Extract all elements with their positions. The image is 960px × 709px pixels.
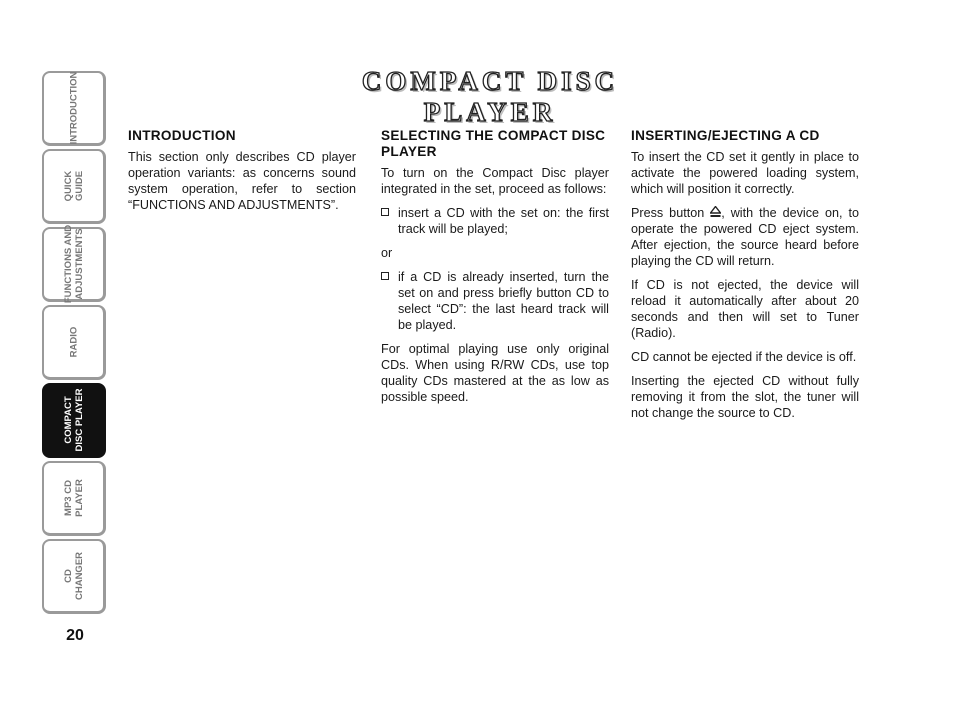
tab-quick-guide[interactable] <box>42 149 106 224</box>
tab-label: CD CHANGER <box>62 551 85 601</box>
tab-mp3-cd-player[interactable] <box>42 461 106 536</box>
checkbox-bullet-icon <box>381 272 389 280</box>
tab-label: QUICK GUIDE <box>62 170 85 202</box>
introduction-text: This section only describes CD player operation variants: as concerns sound system operation, refer to section “FUNCTIONS AND ADJUSTMENTS”. <box>128 150 356 212</box>
inserting-p1: To insert the CD set it gently in place to activate the powered loading system, which will position it correctly. <box>631 150 859 196</box>
tab-radio[interactable] <box>42 305 106 380</box>
page-number: 20 <box>66 627 84 644</box>
introduction-column <box>128 128 356 221</box>
tab-label: INTRODUCTION <box>68 71 79 145</box>
bullet-text: if a CD is already inserted, turn the set on and press briefly button CD to select “CD”: the last heard track will be played. <box>398 270 609 332</box>
tab-compact-disc-player[interactable] <box>42 383 106 458</box>
tab-label: RADIO <box>68 326 79 358</box>
tab-functions-and-adjustments[interactable] <box>42 224 106 304</box>
inserting-p3: If CD is not ejected, the device will reload it automatically after about 20 seconds and then will set to Tuner (Radio). <box>631 278 859 340</box>
checkbox-bullet-icon <box>381 208 389 216</box>
or-text: or <box>381 246 393 260</box>
inserting-p4: CD cannot be ejected if the device is off. <box>631 350 857 364</box>
list-item <box>381 269 609 333</box>
inserting-p5: Inserting the ejected CD without fully removing it from the slot, the tuner will not change the source to CD. <box>631 374 859 420</box>
inserting-p2-start: Press button <box>631 206 711 220</box>
inserting-column <box>631 128 859 429</box>
tab-label: FUNCTIONS AND ADJUSTMENTS <box>62 224 85 304</box>
selecting-intro: To turn on the Compact Disc player integrated in the set, proceed as follows: <box>381 166 609 196</box>
selecting-note: For optimal playing use only original CDs. When using R/RW CDs, use top quality CDs mastered at the as low as possible speed. <box>381 342 609 404</box>
eject-icon <box>710 206 721 218</box>
inserting-heading: INSERTING/EJECTING A CD <box>631 128 820 143</box>
inserting-p2-end: , with the device on, to operate the powered CD eject system. After ejection, the source heard before playing the CD will return. <box>631 206 859 268</box>
tab-cd-changer[interactable] <box>42 539 106 614</box>
page-title: COMPACT DISC PLAYER <box>361 66 619 127</box>
selecting-column <box>381 128 609 413</box>
list-item <box>381 205 609 237</box>
selecting-heading: SELECTING THE COMPACT DISC PLAYER <box>381 128 606 159</box>
tab-label: COMPACT DISC PLAYER <box>62 388 85 452</box>
tab-label: MP3 CD PLAYER <box>62 479 85 517</box>
introduction-heading: INTRODUCTION <box>128 128 236 143</box>
tab-introduction[interactable] <box>42 71 106 146</box>
inserting-p2 <box>631 205 859 269</box>
bullet-text: insert a CD with the set on: the first track will be played; <box>398 206 609 236</box>
